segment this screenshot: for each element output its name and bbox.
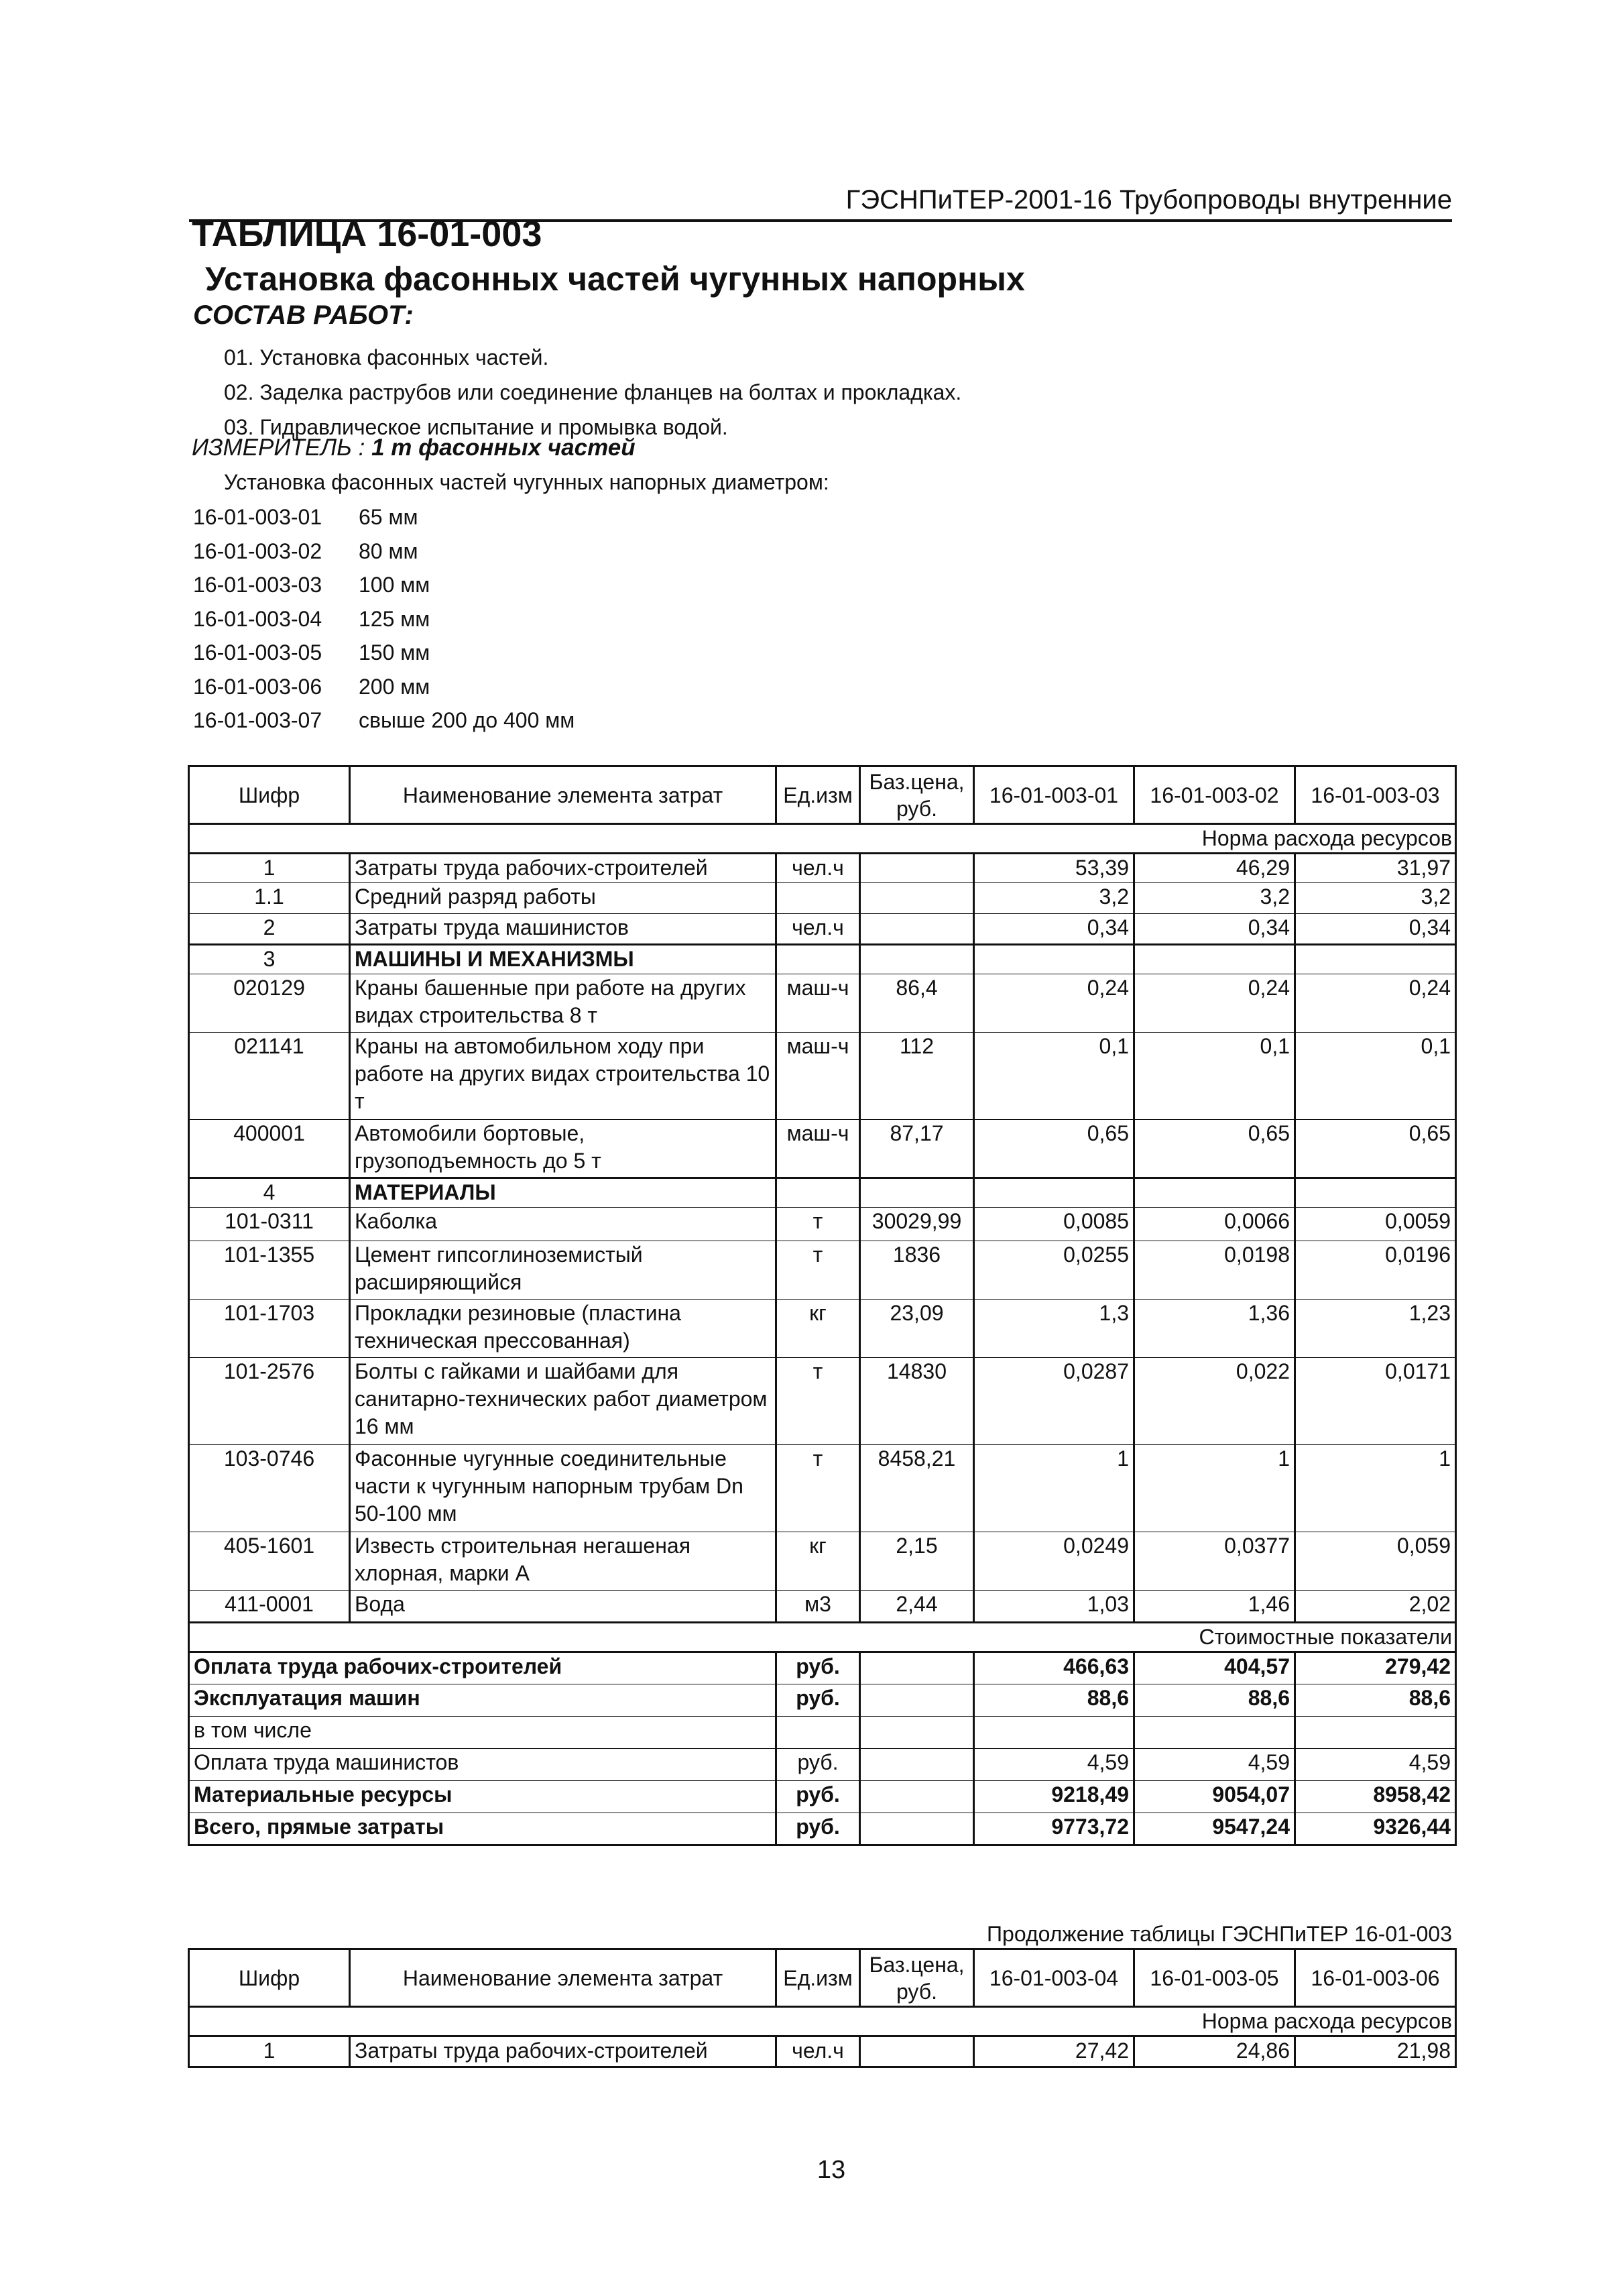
table-row [189, 1591, 1456, 1623]
cell-value: 2,02 [1295, 1591, 1456, 1623]
cell-unit: чел.ч [776, 854, 860, 883]
cell-code: 411-0001 [189, 1591, 350, 1623]
cost-value: 4,59 [974, 1749, 1134, 1781]
norma-section-label: Норма расхода ресурсов [189, 824, 1456, 854]
cost-section-label: Стоимостные показатели [189, 1623, 1456, 1652]
table-row [189, 1300, 1456, 1358]
col-header-variant: 16-01-003-03 [1295, 766, 1456, 824]
cost-unit [776, 1717, 860, 1749]
cell-value: 1,03 [974, 1591, 1134, 1623]
cell-value: 0,0085 [974, 1208, 1134, 1241]
cell-unit: кг [776, 1532, 860, 1591]
cost-name: Оплата труда машинистов [189, 1749, 776, 1781]
section-title: МАТЕРИАЛЫ [350, 1178, 776, 1208]
table-row [189, 1120, 1456, 1178]
page-number: 13 [817, 2156, 846, 2184]
cell-unit: чел.ч [776, 914, 860, 945]
code-item [193, 636, 575, 670]
code: 16-01-003-04 [193, 606, 322, 631]
code-desc: 200 мм [359, 674, 430, 699]
col-header-code: Шифр [189, 766, 350, 824]
cell-value: 0,0059 [1295, 1208, 1456, 1241]
cost-value: 8958,42 [1295, 1781, 1456, 1813]
code: 16-01-003-01 [193, 505, 322, 529]
table-row [189, 883, 1456, 914]
cell-code: 1 [189, 854, 350, 883]
cell-unit [776, 883, 860, 914]
cell-value [1295, 945, 1456, 974]
cell-code: 103-0746 [189, 1445, 350, 1532]
table-header-row [189, 1949, 1456, 2007]
measurement-unit [192, 435, 636, 461]
cell-value: 3,2 [974, 883, 1134, 914]
cell-value: 0,65 [974, 1120, 1134, 1178]
cell-unit [776, 945, 860, 974]
cell-value: 0,059 [1295, 1532, 1456, 1591]
header-text: ГЭСНПиТЕР-2001-16 Трубопроводы внутренние [845, 185, 1452, 215]
cell-price [860, 914, 974, 945]
cell-code: 400001 [189, 1120, 350, 1178]
code: 16-01-003-05 [193, 640, 322, 665]
table-header-row [189, 766, 1456, 824]
cell-price: 14830 [860, 1358, 974, 1445]
cost-name: в том числе [189, 1717, 776, 1749]
cell-value: 1 [1134, 1445, 1295, 1532]
cost-unit: руб. [776, 1749, 860, 1781]
cell-value: 0,24 [1134, 974, 1295, 1033]
cell-unit: маш-ч [776, 1120, 860, 1178]
table-row [189, 1208, 1456, 1241]
cost-value: 404,57 [1134, 1652, 1295, 1684]
cell-price [860, 945, 974, 974]
cell-value: 24,86 [1134, 2036, 1295, 2067]
code-item [193, 703, 575, 738]
section-row [189, 945, 1456, 974]
cell-value: 1,46 [1134, 1591, 1295, 1623]
cost-row [189, 1781, 1456, 1813]
cost-value: 4,59 [1134, 1749, 1295, 1781]
cost-unit: руб. [776, 1781, 860, 1813]
cell-value: 46,29 [1134, 854, 1295, 883]
code-list [193, 500, 575, 738]
col-header-unit: Ед.изм [776, 766, 860, 824]
cell-name: Вода [350, 1591, 776, 1623]
cell-unit: т [776, 1358, 860, 1445]
cell-value: 0,1 [1134, 1033, 1295, 1120]
code-desc: 150 мм [359, 640, 430, 665]
cell-code: 101-2576 [189, 1358, 350, 1445]
cost-value: 9054,07 [1134, 1781, 1295, 1813]
cell-name: Затраты труда рабочих-строителей [350, 854, 776, 883]
work-item: 03. Гидравлическое испытание и промывка водой. [224, 415, 728, 439]
cost-row [189, 1652, 1456, 1684]
code-desc: 65 мм [359, 505, 418, 529]
cost-name: Оплата труда рабочих-строителей [189, 1652, 776, 1684]
cell-value: 0,1 [1295, 1033, 1456, 1120]
col-header-code: Шифр [189, 1949, 350, 2007]
cell-value: 0,1 [974, 1033, 1134, 1120]
cost-name: Эксплуатация машин [189, 1684, 776, 1717]
cell-value: 1 [1295, 1445, 1456, 1532]
work-item: 01. Установка фасонных частей. [224, 345, 549, 369]
section-row [189, 1178, 1456, 1208]
cost-value [1295, 1717, 1456, 1749]
cell-value: 3,2 [1134, 883, 1295, 914]
cell-value [1134, 945, 1295, 974]
cell-price: 1836 [860, 1241, 974, 1300]
cell-name: Затраты труда рабочих-строителей [350, 2036, 776, 2067]
cell-name: Фасонные чугунные соединительные части к чугунным напорным трубам Dn 50-100 мм [350, 1445, 776, 1532]
col-header-price: Баз.цена, руб. [860, 766, 974, 824]
cost-value: 9547,24 [1134, 1813, 1295, 1845]
cost-name: Материальные ресурсы [189, 1781, 776, 1813]
cost-unit: руб. [776, 1813, 860, 1845]
cost-value: 88,6 [1134, 1684, 1295, 1717]
cell-value: 1,36 [1134, 1300, 1295, 1358]
cost-price [860, 1652, 974, 1684]
col-header-variant: 16-01-003-01 [974, 766, 1134, 824]
cell-name: Средний разряд работы [350, 883, 776, 914]
table-row [189, 2036, 1456, 2067]
cost-row [189, 1717, 1456, 1749]
cell-value: 0,34 [974, 914, 1134, 945]
cell-code: 405-1601 [189, 1532, 350, 1591]
cost-unit: руб. [776, 1684, 860, 1717]
continuation-caption: Продолжение таблицы ГЭСНПиТЕР 16-01-003 [987, 1922, 1452, 1946]
cell-value: 0,24 [1295, 974, 1456, 1033]
code: 16-01-003-06 [193, 674, 322, 699]
measurement-label: ИЗМЕРИТЕЛЬ : [192, 435, 365, 461]
cost-value: 88,6 [1295, 1684, 1456, 1717]
cell-price [860, 854, 974, 883]
cell-unit: маш-ч [776, 1033, 860, 1120]
table-row [189, 1445, 1456, 1532]
cell-name: Автомобили бортовые, грузоподъемность до 5 т [350, 1120, 776, 1178]
cost-name: Всего, прямые затраты [189, 1813, 776, 1845]
cell-name: Болты с гайками и шайбами для санитарно-технических работ диаметром 16 мм [350, 1358, 776, 1445]
cell-value: 0,0196 [1295, 1241, 1456, 1300]
code-item [193, 670, 575, 704]
cell-name: Каболка [350, 1208, 776, 1241]
cell-value: 0,34 [1134, 914, 1295, 945]
cost-value: 279,42 [1295, 1652, 1456, 1684]
cell-name: Затраты труда машинистов [350, 914, 776, 945]
cell-value: 27,42 [974, 2036, 1134, 2067]
cell-value [1295, 1178, 1456, 1208]
cell-unit: т [776, 1208, 860, 1241]
code-desc: 100 мм [359, 573, 430, 597]
cell-price: 2,15 [860, 1532, 974, 1591]
cost-price [860, 1717, 974, 1749]
table-row [189, 1033, 1456, 1120]
cell-value: 0,0066 [1134, 1208, 1295, 1241]
code-item [193, 500, 575, 534]
diameter-intro: Установка фасонных частей чугунных напорных диаметром: [224, 470, 829, 494]
cell-value: 0,0255 [974, 1241, 1134, 1300]
cell-value: 0,34 [1295, 914, 1456, 945]
col-header-variant: 16-01-003-02 [1134, 766, 1295, 824]
table-row [189, 854, 1456, 883]
cost-value: 9326,44 [1295, 1813, 1456, 1845]
cost-value: 9773,72 [974, 1813, 1134, 1845]
cost-row [189, 1684, 1456, 1717]
cell-value: 1,3 [974, 1300, 1134, 1358]
work-list [224, 340, 961, 445]
table-row [189, 1358, 1456, 1445]
code: 16-01-003-03 [193, 573, 322, 597]
cost-section-row [189, 1623, 1456, 1652]
cell-value: 0,24 [974, 974, 1134, 1033]
norms-table [188, 765, 1457, 1846]
cell-code: 1.1 [189, 883, 350, 914]
cell-name: Краны башенные при работе на других видах строительства 8 т [350, 974, 776, 1033]
cell-value: 0,0249 [974, 1532, 1134, 1591]
cell-price [860, 2036, 974, 2067]
cell-value: 0,022 [1134, 1358, 1295, 1445]
col-header-variant: 16-01-003-06 [1295, 1949, 1456, 2007]
code-item [193, 568, 575, 602]
norma-section-label: Норма расхода ресурсов [189, 2007, 1456, 2036]
cell-value: 31,97 [1295, 854, 1456, 883]
cell-unit: м3 [776, 1591, 860, 1623]
norma-section-row [189, 2007, 1456, 2036]
continuation-table [188, 1948, 1457, 2068]
cell-value: 21,98 [1295, 2036, 1456, 2067]
cell-code: 2 [189, 914, 350, 945]
code: 16-01-003-02 [193, 538, 322, 563]
cell-value: 3,2 [1295, 883, 1456, 914]
cost-value: 88,6 [974, 1684, 1134, 1717]
col-header-name: Наименование элемента затрат [350, 766, 776, 824]
table-title: ТАБЛИЦА 16-01-003 [192, 214, 542, 254]
cell-code: 4 [189, 1178, 350, 1208]
cost-row [189, 1749, 1456, 1781]
cost-price [860, 1749, 974, 1781]
cell-price: 112 [860, 1033, 974, 1120]
cell-price: 23,09 [860, 1300, 974, 1358]
cost-value: 4,59 [1295, 1749, 1456, 1781]
col-header-variant: 16-01-003-04 [974, 1949, 1134, 2007]
cell-value [974, 945, 1134, 974]
table-row [189, 974, 1456, 1033]
code-desc: 125 мм [359, 606, 430, 631]
cell-value [1134, 1178, 1295, 1208]
cell-value: 0,0377 [1134, 1532, 1295, 1591]
work-composition-label: СОСТАВ РАБОТ: [193, 300, 414, 330]
cell-code: 101-1355 [189, 1241, 350, 1300]
cell-value: 0,0198 [1134, 1241, 1295, 1300]
table-row [189, 914, 1456, 945]
code-item [193, 602, 575, 636]
cell-price: 30029,99 [860, 1208, 974, 1241]
cell-unit: кг [776, 1300, 860, 1358]
cell-value: 1,23 [1295, 1300, 1456, 1358]
cell-value: 0,65 [1134, 1120, 1295, 1178]
table-row [189, 1241, 1456, 1300]
cell-code: 101-1703 [189, 1300, 350, 1358]
cell-name: Известь строительная негашеная хлорная, марки А [350, 1532, 776, 1591]
cell-code: 020129 [189, 974, 350, 1033]
cell-unit: маш-ч [776, 974, 860, 1033]
norma-section-row [189, 824, 1456, 854]
cost-price [860, 1813, 974, 1845]
page-header [189, 132, 1452, 222]
cost-value: 466,63 [974, 1652, 1134, 1684]
measurement-value: 1 т фасонных частей [371, 435, 636, 461]
table-row [189, 1532, 1456, 1591]
cell-unit: т [776, 1241, 860, 1300]
work-item: 02. Заделка раструбов или соединение фланцев на болтах и прокладках. [224, 380, 962, 404]
cell-name: Цемент гипсоглиноземистый расширяющийся [350, 1241, 776, 1300]
code-desc: 80 мм [359, 538, 418, 563]
code-desc: свыше 200 до 400 мм [359, 708, 575, 732]
cell-value: 0,65 [1295, 1120, 1456, 1178]
cost-price [860, 1684, 974, 1717]
table-subtitle: Установка фасонных частей чугунных напорных [205, 260, 1025, 298]
cell-price: 86,4 [860, 974, 974, 1033]
cell-code: 1 [189, 2036, 350, 2067]
cell-unit: т [776, 1445, 860, 1532]
cell-price: 8458,21 [860, 1445, 974, 1532]
cell-unit: чел.ч [776, 2036, 860, 2067]
cell-code: 021141 [189, 1033, 350, 1120]
cell-value [974, 1178, 1134, 1208]
cost-unit: руб. [776, 1652, 860, 1684]
cell-value: 0,0171 [1295, 1358, 1456, 1445]
cell-price [860, 1178, 974, 1208]
cost-price [860, 1781, 974, 1813]
section-title: МАШИНЫ И МЕХАНИЗМЫ [350, 945, 776, 974]
cell-value: 1 [974, 1445, 1134, 1532]
col-header-price: Баз.цена, руб. [860, 1949, 974, 2007]
cost-value [974, 1717, 1134, 1749]
cell-unit [776, 1178, 860, 1208]
cell-value: 0,0287 [974, 1358, 1134, 1445]
cell-price [860, 883, 974, 914]
cell-code: 3 [189, 945, 350, 974]
cell-name: Краны на автомобильном ходу при работе на других видах строительства 10 т [350, 1033, 776, 1120]
cell-price: 2,44 [860, 1591, 974, 1623]
code-item [193, 534, 575, 569]
col-header-variant: 16-01-003-05 [1134, 1949, 1295, 2007]
cost-value [1134, 1717, 1295, 1749]
cost-value: 9218,49 [974, 1781, 1134, 1813]
code: 16-01-003-07 [193, 708, 322, 732]
col-header-name: Наименование элемента затрат [350, 1949, 776, 2007]
cell-value: 53,39 [974, 854, 1134, 883]
cell-code: 101-0311 [189, 1208, 350, 1241]
cell-price: 87,17 [860, 1120, 974, 1178]
col-header-unit: Ед.изм [776, 1949, 860, 2007]
cell-name: Прокладки резиновые (пластина техническая прессованная) [350, 1300, 776, 1358]
cost-row [189, 1813, 1456, 1845]
